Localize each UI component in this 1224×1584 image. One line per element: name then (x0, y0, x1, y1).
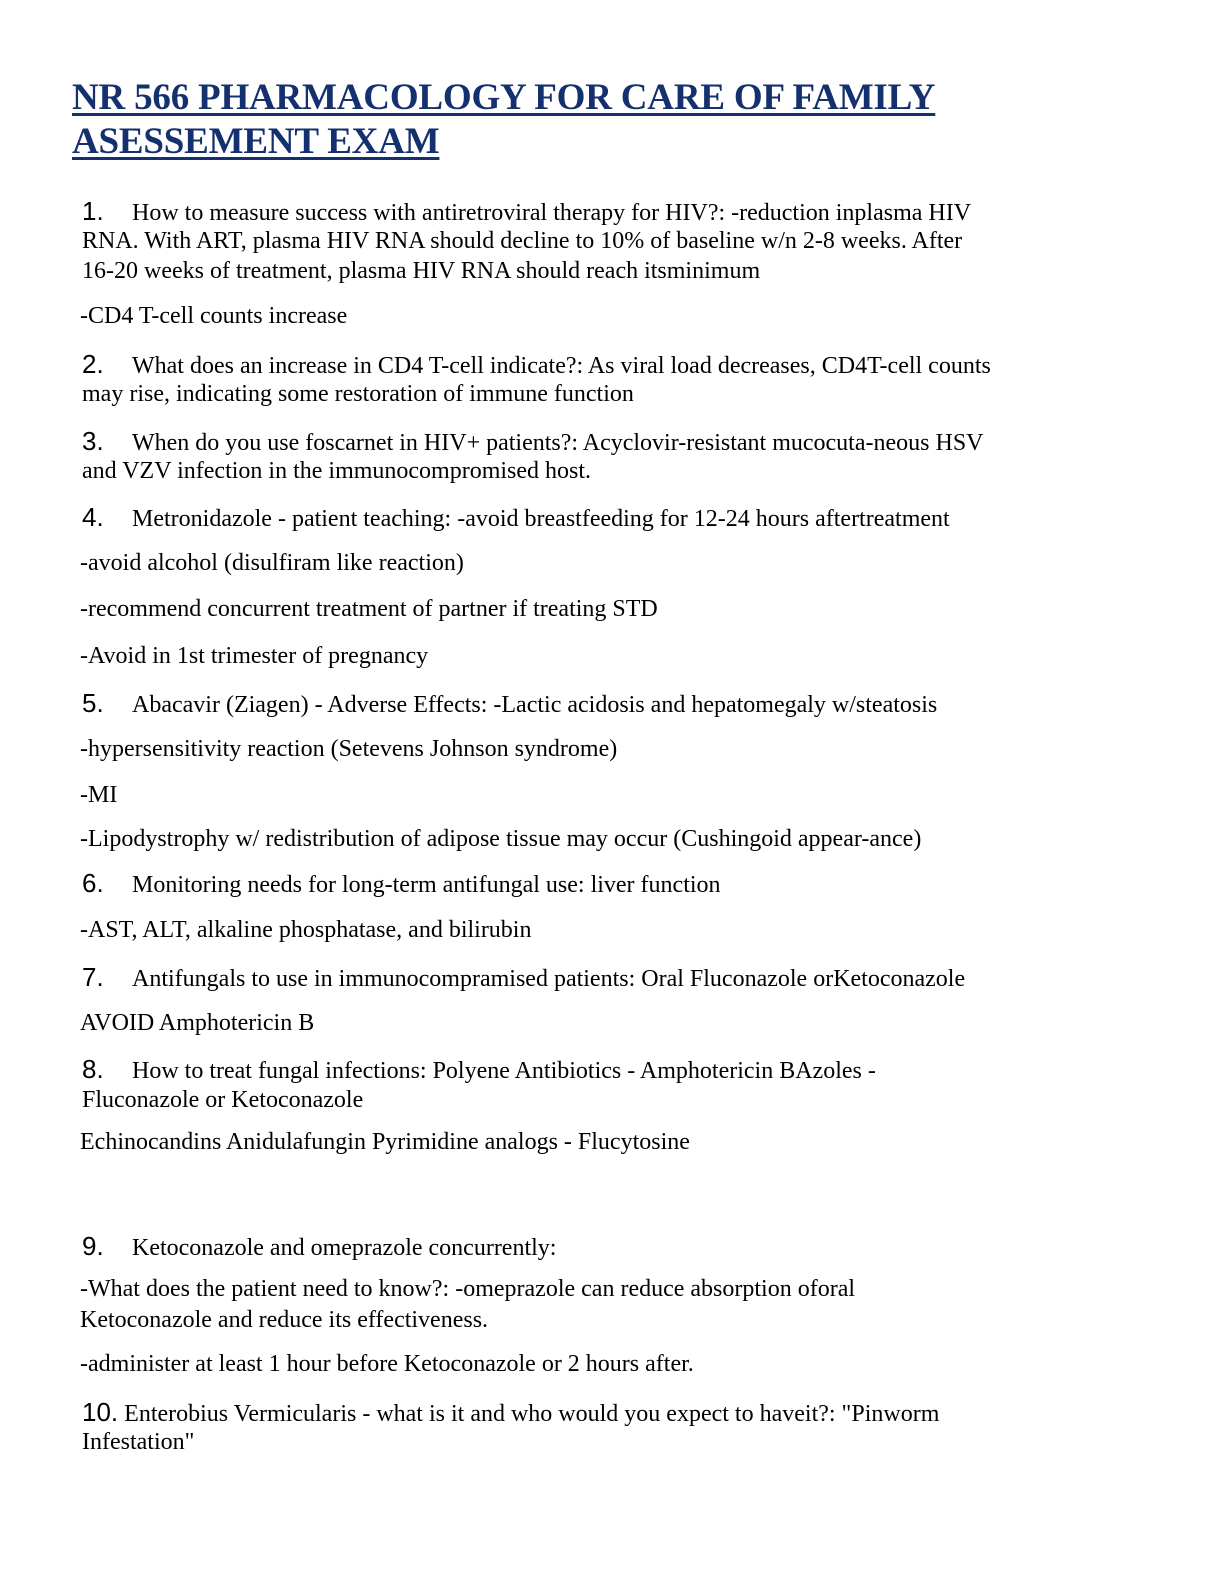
question-2: 2. What does an increase in CD4 T-cell indicate?: As viral load decreases, CD4T-cell counts (82, 349, 991, 379)
question-number: 3. (82, 426, 104, 456)
question-3-cont: and VZV infection in the immunocompromised host. (82, 458, 592, 484)
answer-line: -recommend concurrent treatment of partner if treating STD (80, 596, 658, 622)
question-number: 6. (82, 868, 104, 898)
answer-line: -AST, ALT, alkaline phosphatase, and bilirubin (80, 917, 532, 943)
question-number: 7. (82, 962, 104, 992)
document-title (72, 76, 935, 164)
title-line-2: ASESSEMENT EXAM (72, 121, 440, 162)
question-2-cont: may rise, indicating some restoration of immune function (82, 381, 634, 407)
answer-line: -Lipodystrophy w/ redistribution of adipose tissue may occur (Cushingoid appear-ance) (80, 826, 922, 852)
question-number: 10. (82, 1397, 119, 1427)
answer-line: Echinocandins Anidulafungin Pyrimidine analogs - Flucytosine (80, 1129, 690, 1155)
answer-line: Ketoconazole and reduce its effectiveness. (80, 1307, 489, 1333)
question-number: 4. (82, 502, 104, 532)
question-number: 1. (82, 196, 104, 226)
question-number: 8. (82, 1054, 104, 1084)
question-number: 2. (82, 349, 104, 379)
question-1-cont: 16-20 weeks of treatment, plasma HIV RNA should reach itsminimum (82, 258, 761, 284)
question-number: 9. (82, 1231, 104, 1261)
question-8: 8. How to treat fungal infections: Polyene Antibiotics - Amphotericin BAzoles - (82, 1054, 876, 1084)
question-1-cont: RNA. With ART, plasma HIV RNA should decline to 10% of baseline w/n 2-8 weeks. After (82, 228, 963, 254)
question-number: 5. (82, 688, 104, 718)
question-1: 1. How to measure success with antiretroviral therapy for HIV?: -reduction inplasma HIV (82, 196, 972, 226)
answer-line: AVOID Amphotericin B (80, 1010, 315, 1036)
answer-line: -administer at least 1 hour before Ketoconazole or 2 hours after. (80, 1351, 694, 1377)
question-4: 4. Metronidazole - patient teaching: -avoid breastfeeding for 12-24 hours aftertreatment (82, 502, 950, 532)
answer-line: -Avoid in 1st trimester of pregnancy (80, 643, 429, 669)
question-9: 9. Ketoconazole and omeprazole concurrently: (82, 1231, 557, 1261)
question-3: 3. When do you use foscarnet in HIV+ patients?: Acyclovir-resistant mucocuta-neous HSV (82, 426, 984, 456)
answer-line: -What does the patient need to know?: -omeprazole can reduce absorption oforal (80, 1276, 856, 1302)
answer-line: -CD4 T-cell counts increase (80, 303, 348, 329)
answer-line: -MI (80, 782, 118, 808)
question-10-cont: Infestation" (82, 1429, 195, 1455)
answer-line: -hypersensitivity reaction (Setevens Johnson syndrome) (80, 736, 618, 762)
question-5: 5. Abacavir (Ziagen) - Adverse Effects: -Lactic acidosis and hepatomegaly w/steatosis (82, 688, 938, 718)
title-line-1: NR 566 PHARMACOLOGY FOR CARE OF FAMILY (72, 77, 936, 118)
question-8-cont: Fluconazole or Ketoconazole (82, 1087, 364, 1113)
answer-line: -avoid alcohol (disulfiram like reaction) (80, 550, 464, 576)
question-10: 10. Enterobius Vermicularis - what is it and who would you expect to haveit?: "Pinworm (82, 1397, 940, 1427)
question-7: 7. Antifungals to use in immunocompramised patients: Oral Fluconazole orKetoconazole (82, 962, 966, 992)
question-6: 6. Monitoring needs for long-term antifungal use: liver function (82, 868, 721, 898)
